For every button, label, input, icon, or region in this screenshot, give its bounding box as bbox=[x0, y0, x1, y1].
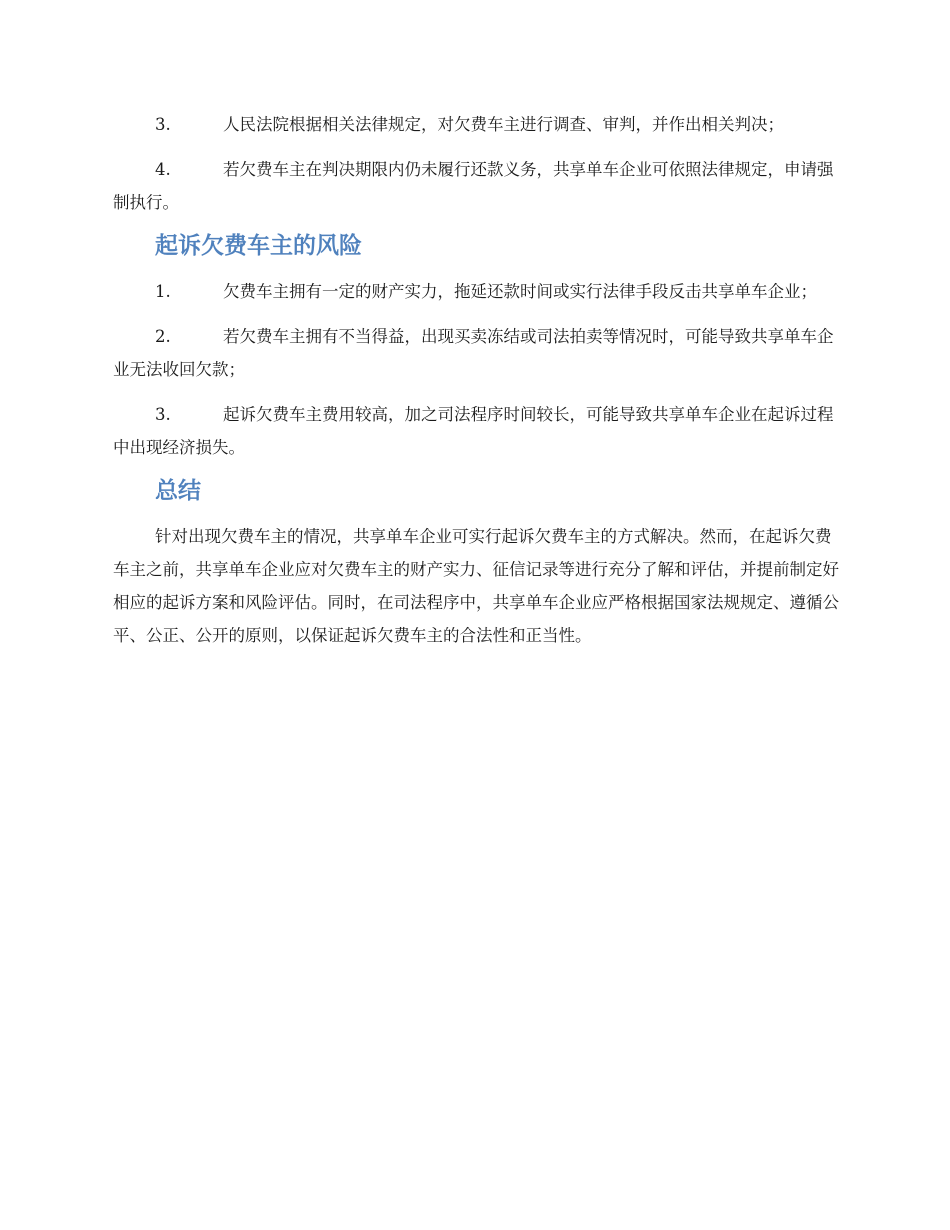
document-page bbox=[113, 108, 839, 652]
list-text: 起诉欠费车主费用较高，加之司法程序时间较长，可能导致共享单车企业在起诉过程中出现经济损失。 bbox=[113, 405, 834, 457]
risk-item-2 bbox=[113, 320, 839, 386]
list-text: 欠费车主拥有一定的财产实力，拖延还款时间或实行法律手段反击共享单车企业； bbox=[223, 282, 817, 301]
list-number: 2. bbox=[155, 327, 171, 346]
list-text: 人民法院根据相关法律规定，对欠费车主进行调查、审判，并作出相关判决； bbox=[223, 115, 784, 134]
list-text: 若欠费车主在判决期限内仍未履行还款义务，共享单车企业可依照法律规定，申请强制执行。 bbox=[113, 160, 834, 212]
list-number: 1. bbox=[155, 282, 171, 301]
summary-heading: 总结 bbox=[155, 478, 201, 504]
list-number: 4. bbox=[155, 160, 171, 179]
risk-heading: 起诉欠费车主的风险 bbox=[155, 233, 362, 259]
list-text: 若欠费车主拥有不当得益，出现买卖冻结或司法拍卖等情况时，可能导致共享单车企业无法收回欠款； bbox=[113, 327, 834, 379]
risk-item-1 bbox=[113, 275, 839, 308]
risk-item-3 bbox=[113, 398, 839, 464]
procedure-item-3 bbox=[113, 108, 839, 141]
procedure-item-4 bbox=[113, 153, 839, 219]
summary-paragraph: 针对出现欠费车主的情况，共享单车企业可实行起诉欠费车主的方式解决。然而，在起诉欠费车主之前，共享单车企业应对欠费车主的财产实力、征信记录等进行充分了解和评估，并提前制定好相应的起诉方案和风险评估。同时，在司法程序中，共享单车企业应严格根据国家法规规定、遵循公平、公正、公开的原则，以保证起诉欠费车主的合法性和正当性。 bbox=[113, 527, 839, 645]
list-number: 3. bbox=[155, 405, 171, 424]
list-number: 3. bbox=[155, 115, 171, 134]
